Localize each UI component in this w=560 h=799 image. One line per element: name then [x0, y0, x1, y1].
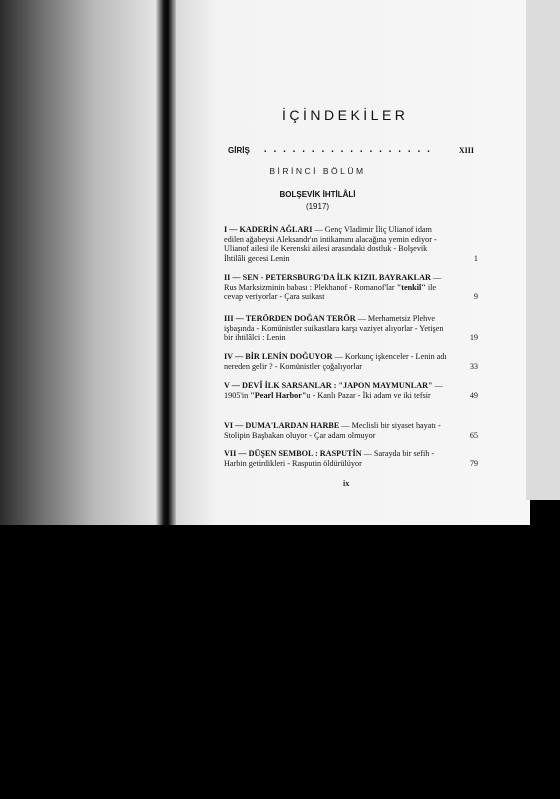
part-title: BOLŞEVİK İHTİLÂLİ [279, 190, 356, 199]
entry-text: — Sarayda bir sefih -Harbin getirdikleri - Rasputin öldürülüyor [224, 449, 435, 468]
entry-title: V — DEVÎ İLK SARSANLAR : "JAPON MAYMUNLAR" [224, 381, 433, 390]
toc-entry [224, 421, 478, 440]
entry-page-number: 79 [469, 458, 478, 468]
entry-title: III — TERÖRDEN DOĞAN TERÖR [224, 314, 356, 323]
toc-entry [224, 352, 478, 371]
toc-entry [224, 381, 478, 400]
entry-title: I — KADERİN AĞLARI [224, 225, 313, 234]
facing-page-shadow [0, 0, 170, 525]
entry-text: — 1905'in [224, 381, 443, 400]
page-edge [526, 0, 560, 500]
intro-page-number: XIII [458, 146, 474, 155]
entry-emphasis: "Pearl Harbor" [250, 390, 307, 400]
toc-intro-row [228, 146, 474, 160]
entry-text: — Meclisli bir siyaset hayatı - Stolipin Başbakan oluyor - Çar adam olmuyor [224, 421, 441, 440]
entry-page-number: 65 [469, 430, 478, 440]
intro-label: GİRİŞ [228, 146, 250, 155]
entry-title: II — SEN - PETERSBURG'DA İLK KIZIL BAYRAKLAR [224, 273, 431, 282]
page-title: İÇİNDEKİLER [282, 107, 409, 123]
entry-page-number: 33 [469, 361, 478, 371]
entry-text: — Rus Marksizminin babası : Plekhanof - Romanof'lar [224, 273, 442, 292]
entry-title: VII — DÜŞEN SEMBOL : RASPUTİN [224, 449, 362, 458]
section-label: BİRİNCİ BÖLÜM [269, 166, 366, 176]
entry-text: — Genç Vladimir İliç Ulianof idam edilen ağabeysi Aleksandr'ın intikamını alacağına yemin ediyor - Ulianof ailesi ile Kerenski ailesi arasındaki dostluk - Bolşevik İhtilâli gecesi Lenin [224, 225, 437, 263]
entry-emphasis: "tenkil" [396, 282, 426, 292]
entry-title: VI — DUMA'LARDAN HARBE [224, 421, 340, 430]
entry-title: IV — BİR LENİN DOĞUYOR [224, 352, 333, 361]
entry-text: — Korkunç işkenceler - Lenin adı nereden gelir ? - Komünistler çoğalıyorlar [224, 352, 447, 371]
part-year: (1917) [305, 202, 330, 211]
book-gutter [156, 0, 176, 525]
leader-dots: . . . . . . . . . . . . . . . . . . [264, 144, 432, 155]
entry-page-number: 9 [473, 292, 478, 302]
toc-entry [224, 449, 478, 468]
entry-text: — Merhametsiz Plehve işbaşında - Komünistler suikastlara karşı vaziyet alıyorlar - Yetişen bir ihtilâlci : Lenin [224, 314, 444, 343]
page-folio: ix [343, 479, 350, 488]
toc-entry [224, 273, 478, 302]
entry-text: u - Kanlı Pazar - İki adam ve iki tefsir [306, 390, 431, 400]
entry-text: ile cevap veriyorlar - Çara suikast [224, 282, 437, 302]
entry-page-number: 1 [473, 253, 478, 263]
entry-page-number: 19 [469, 333, 478, 343]
toc-entry [224, 225, 478, 263]
toc-entry [224, 314, 478, 343]
entry-page-number: 49 [469, 390, 478, 400]
